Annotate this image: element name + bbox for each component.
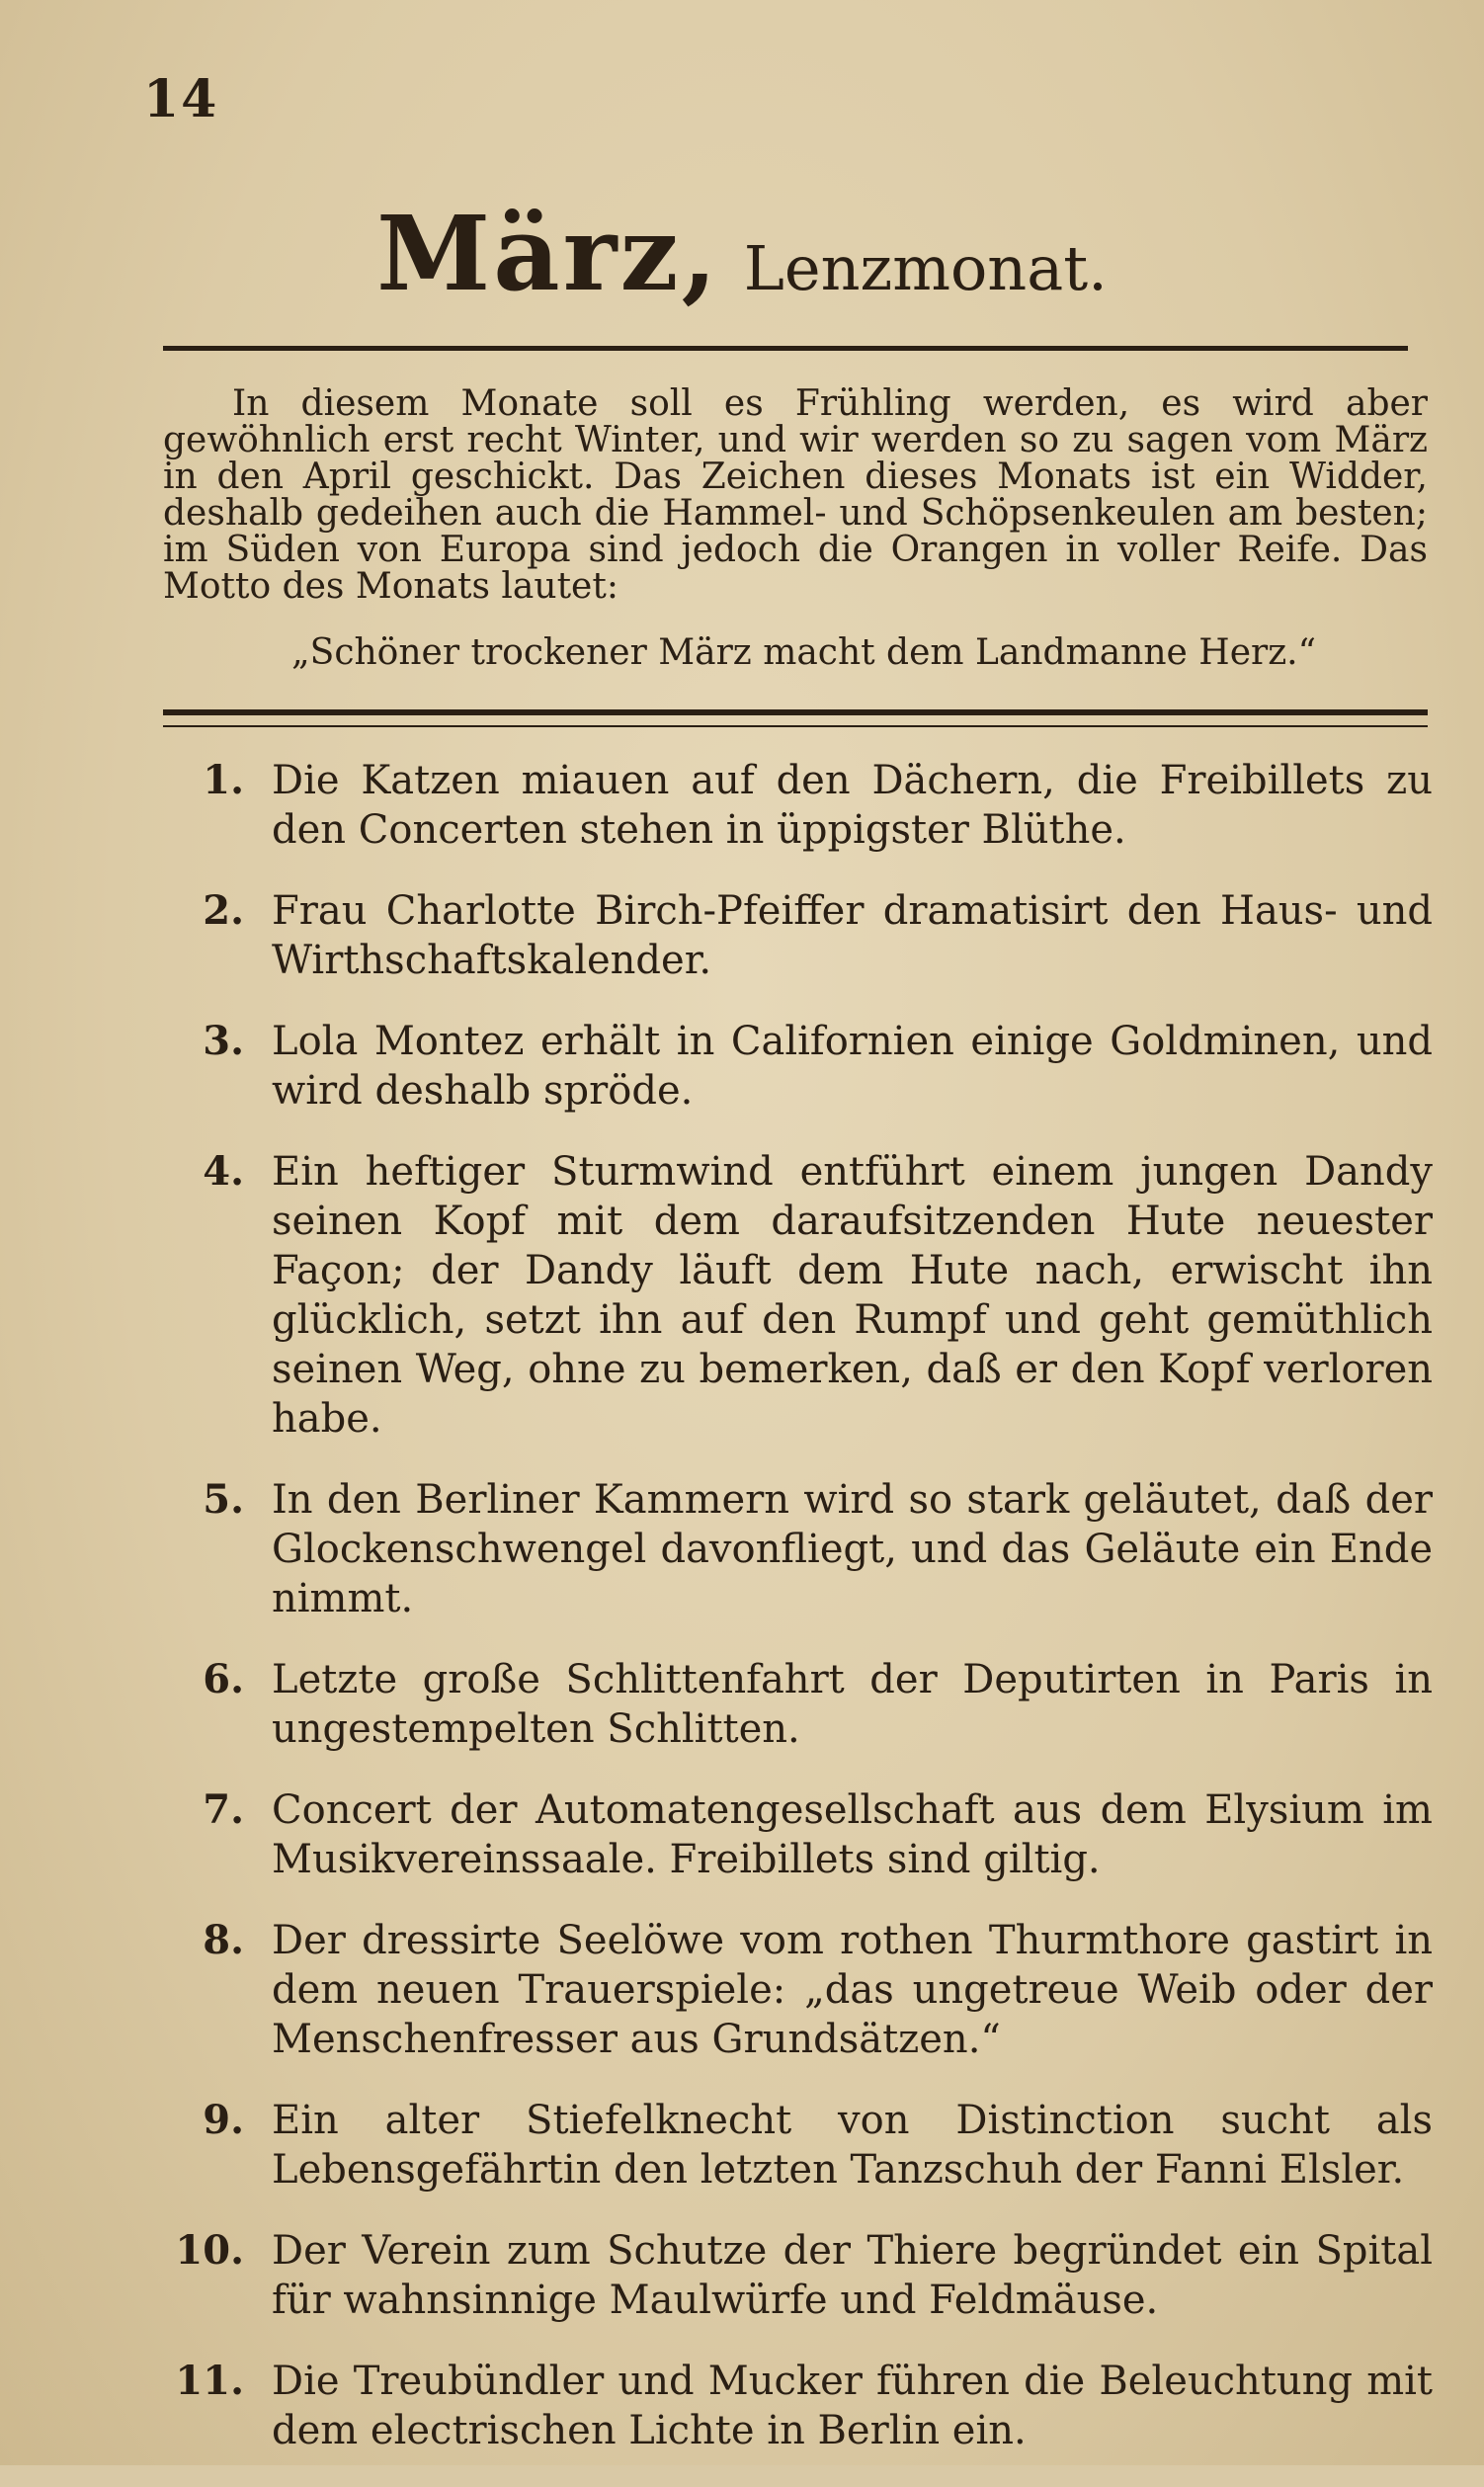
entry-text: Die Katzen miauen auf den Dächern, die Freibillets zu den Concerten stehen in üppigster Blüthe.	[272, 758, 1433, 853]
list-item	[163, 1916, 1433, 2064]
entry-text: Der Verein zum Schutze der Thiere begründet ein Spital für wahnsinnige Maulwürfe und Feldmäuse.	[272, 2228, 1433, 2323]
entry-text: Ein heftiger Sturmwind entführt einem jungen Dandy seinen Kopf mit dem daraufsitzenden Hute neuester Façon; der Dandy läuft dem Hute nach, erwischt ihn glücklich, setzt ihn auf den Rumpf und geht gemüthlich seinen Weg, ohne zu bemerken, daß er den Kopf verloren habe.	[272, 1149, 1433, 1442]
title-month: März,	[376, 193, 720, 314]
list-item	[163, 1785, 1433, 1884]
entry-text: Lola Montez erhält in Californien einige Goldminen, und wird deshalb spröde.	[272, 1019, 1433, 1114]
entry-text: Concert der Automatengesellschaft aus dem Elysium im Musikvereinssaale. Freibillets sind giltig.	[272, 1787, 1433, 1882]
entry-text: In den Berliner Kammern wird so stark geläutet, daß der Glockenschwengel davonfliegt, und das Geläute ein Ende nimmt.	[272, 1477, 1433, 1621]
list-item	[163, 1475, 1433, 1623]
entry-text: Ein alter Stiefelknecht von Distinction sucht als Lebensgefährtin den letzten Tanzschuh der Fanni Elsler.	[272, 2098, 1433, 2193]
entry-list	[163, 756, 1433, 2487]
entry-number: 2.	[203, 887, 244, 934]
entry-text: Frau Charlotte Birch-Pfeiffer dramatisirt den Haus- und Wirthschaftskalender.	[272, 888, 1433, 983]
entry-number: 11.	[175, 2358, 244, 2404]
title-subtitle: Lenzmonat.	[743, 232, 1108, 304]
list-item	[163, 1017, 1433, 1116]
entry-number: 5.	[203, 1476, 244, 1523]
entry-number: 4.	[203, 1148, 244, 1195]
entry-number: 6.	[203, 1656, 244, 1702]
motto: „Schöner trockener März macht dem Landmanne Herz.“	[291, 632, 1317, 673]
intro-paragraph: In diesem Monate soll es Frühling werden, es wird aber gewöhnlich erst recht Winter, und wir werden so zu sagen vom März in den April geschickt. Das Zeichen dieses Monats ist ein Widder, deshalb gedeihen auch die Hammel- und Schöpsenkeulen am besten; im Süden von Europa sind jedoch die Orangen in voller Reife. Das Motto des Monats lautet:	[163, 383, 1428, 607]
list-item	[163, 2357, 1433, 2455]
page-number: 14	[143, 69, 219, 129]
list-item	[163, 2226, 1433, 2325]
list-item	[163, 1147, 1433, 1444]
entry-text: Der dressirte Seelöwe vom rothen Thurmthore gastirt in dem neuen Trauerspiele: „das ungetreue Weib oder der Menschenfresser aus Grundsätzen.“	[272, 1918, 1433, 2062]
page-title	[0, 193, 1484, 314]
entry-number: 8.	[203, 1917, 244, 1963]
list-item	[163, 1655, 1433, 1754]
list-item	[163, 886, 1433, 985]
list-item	[163, 756, 1433, 855]
entry-text: Die Treubündler und Mucker führen die Beleuchtung mit dem electrischen Lichte in Berlin ein.	[272, 2359, 1433, 2453]
entry-number: 10.	[175, 2227, 244, 2274]
entry-text: Letzte große Schlittenfahrt der Deputirten in Paris in ungestempelten Schlitten.	[272, 1657, 1433, 1752]
entry-number: 3.	[203, 1018, 244, 1064]
title-rule	[163, 346, 1408, 351]
section-rule	[163, 709, 1428, 727]
entry-number: 1.	[203, 757, 244, 803]
entry-number: 9.	[203, 2097, 244, 2143]
list-item	[163, 2096, 1433, 2195]
entry-number: 7.	[203, 1786, 244, 1833]
